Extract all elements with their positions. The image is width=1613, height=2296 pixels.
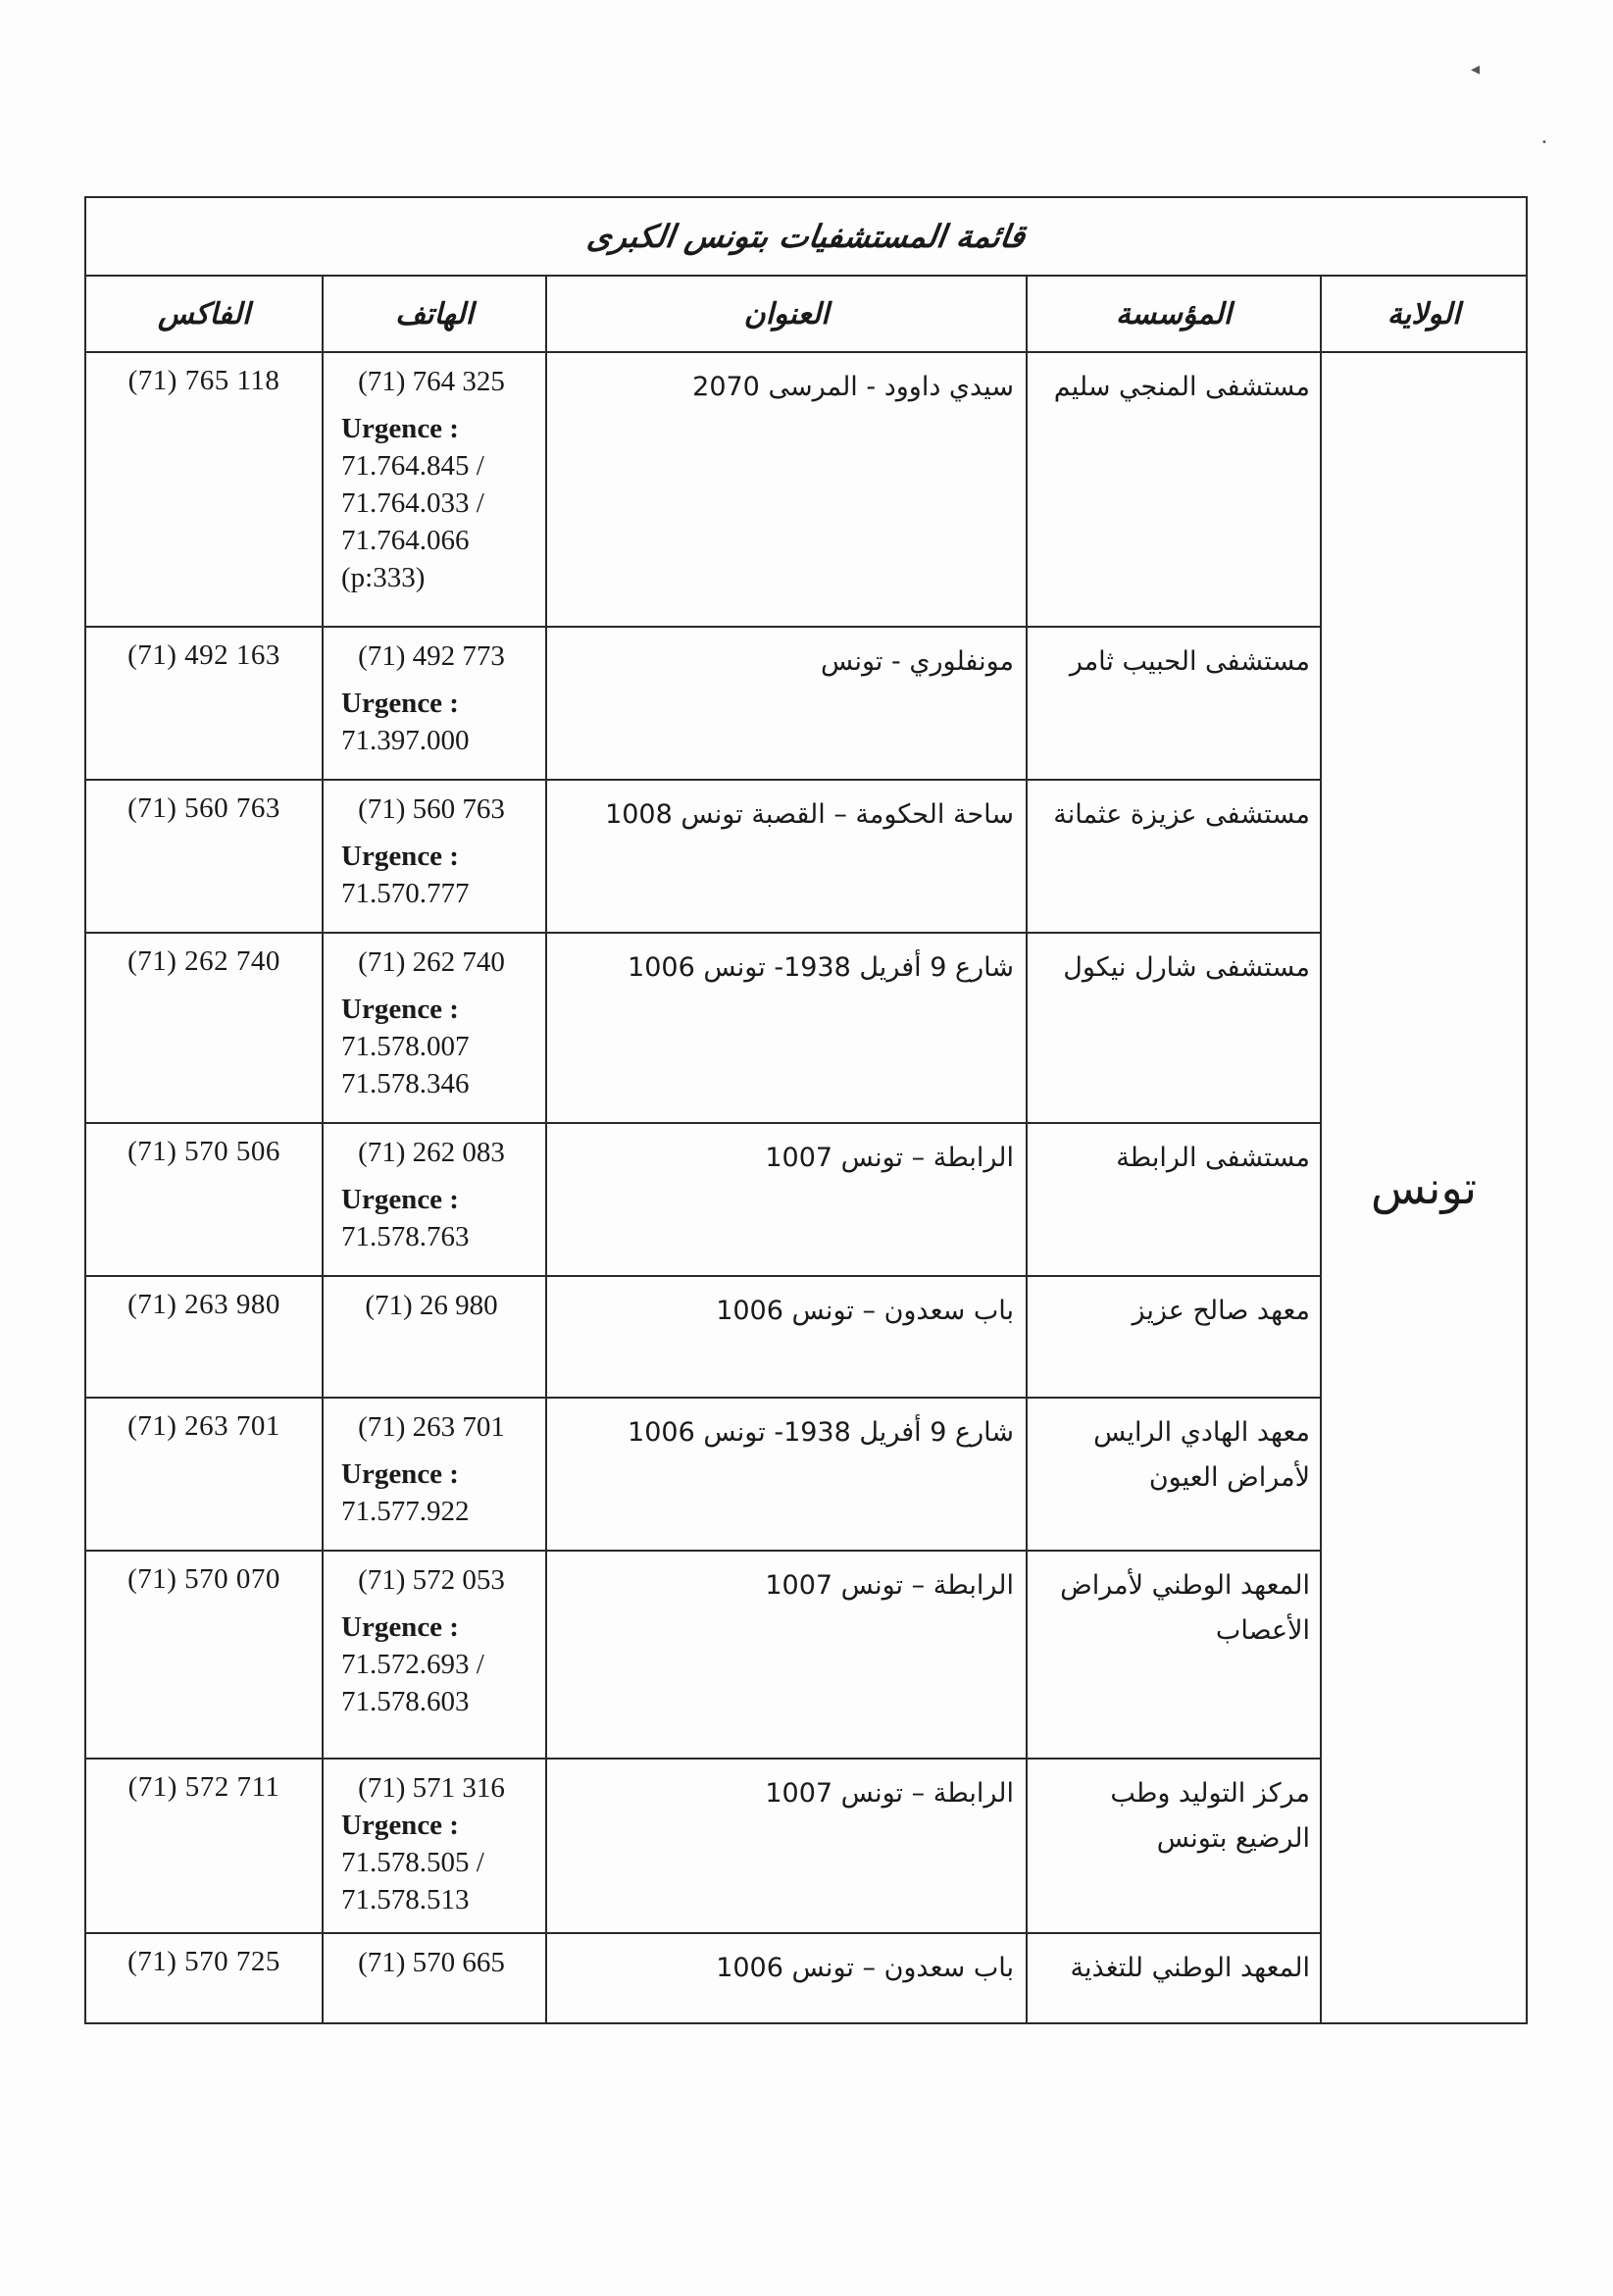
table-row bbox=[85, 780, 1527, 933]
phone-number: (71) 764 325 bbox=[358, 366, 505, 397]
address-cell: باب سعدون – تونس 1006 bbox=[546, 1276, 1027, 1398]
urgence-number: 71.578.603 bbox=[341, 1686, 470, 1717]
header-governorate: الولاية bbox=[1321, 276, 1527, 352]
urgence-number: 71.397.000 bbox=[341, 725, 470, 756]
urgence-label: Urgence : bbox=[341, 1611, 459, 1643]
phone-cell bbox=[323, 1123, 546, 1276]
fax-cell: (71) 263 701 bbox=[85, 1398, 323, 1551]
address-cell: الرابطة – تونس 1007 bbox=[546, 1759, 1027, 1933]
urgence-number: 71.764.066 bbox=[341, 525, 470, 556]
title-row bbox=[85, 197, 1527, 276]
institution-cell: المعهد الوطني للتغذية bbox=[1027, 1933, 1321, 2023]
table-title-cell bbox=[85, 197, 1527, 276]
header-fax: الفاكس bbox=[85, 276, 323, 352]
fax-cell: (71) 570 725 bbox=[85, 1933, 323, 2023]
address-cell: الرابطة – تونس 1007 bbox=[546, 1123, 1027, 1276]
fax-cell: (71) 560 763 bbox=[85, 780, 323, 933]
urgence-label: Urgence : bbox=[341, 841, 459, 872]
phone-number: (71) 570 665 bbox=[358, 1947, 505, 1978]
institution-cell: مستشفى عزيزة عثمانة bbox=[1027, 780, 1321, 933]
fax-cell: (71) 262 740 bbox=[85, 933, 323, 1123]
urgence-number: 71.764.033 / bbox=[341, 487, 484, 519]
scan-mark: • bbox=[1541, 137, 1547, 148]
fax-cell: (71) 263 980 bbox=[85, 1276, 323, 1398]
phone-number: (71) 492 773 bbox=[358, 640, 505, 672]
address-cell: سيدي داوود - المرسى 2070 bbox=[546, 352, 1027, 627]
urgence-label: Urgence : bbox=[341, 1184, 459, 1215]
urgence-label: Urgence : bbox=[341, 413, 459, 444]
table-row bbox=[85, 352, 1527, 627]
urgence-number: 71.578.763 bbox=[341, 1221, 470, 1252]
table-row bbox=[85, 1933, 1527, 2023]
phone-cell bbox=[323, 933, 546, 1123]
table-row bbox=[85, 1276, 1527, 1398]
phone-cell bbox=[323, 1551, 546, 1759]
address-cell: ساحة الحكومة – القصبة تونس 1008 bbox=[546, 780, 1027, 933]
urgence-number: 71.577.922 bbox=[341, 1496, 470, 1527]
phone-number: (71) 263 701 bbox=[358, 1411, 505, 1443]
phone-number: (71) 26 980 bbox=[365, 1290, 498, 1321]
phone-number: (71) 571 316 bbox=[358, 1772, 505, 1804]
phone-cell bbox=[323, 1933, 546, 2023]
urgence-label: Urgence : bbox=[341, 688, 459, 719]
urgence-label: Urgence : bbox=[341, 1810, 459, 1841]
urgence-label: Urgence : bbox=[341, 1458, 459, 1490]
header-institution: المؤسسة bbox=[1027, 276, 1321, 352]
institution-cell: مركز التوليد وطب الرضيع بتونس bbox=[1027, 1759, 1321, 1933]
table-title: قائمة المستشفيات بتونس الكبرى bbox=[584, 218, 1028, 255]
urgence-number: 71.578.513 bbox=[341, 1884, 470, 1915]
table-row bbox=[85, 1759, 1527, 1933]
phone-cell bbox=[323, 627, 546, 780]
header-phone: الهاتف bbox=[323, 276, 546, 352]
urgence-number: 71.570.777 bbox=[341, 878, 470, 909]
fax-cell: (71) 492 163 bbox=[85, 627, 323, 780]
institution-cell: مستشفى الرابطة bbox=[1027, 1123, 1321, 1276]
header-address: العنوان bbox=[546, 276, 1027, 352]
phone-cell bbox=[323, 1276, 546, 1398]
governorate-cell: تونس bbox=[1321, 352, 1527, 2023]
table-body bbox=[85, 352, 1527, 2023]
table-row bbox=[85, 1551, 1527, 1759]
urgence-number: 71.572.693 / bbox=[341, 1649, 484, 1680]
phone-cell bbox=[323, 1398, 546, 1551]
phone-cell bbox=[323, 352, 546, 627]
fax-cell: (71) 572 711 bbox=[85, 1759, 323, 1933]
institution-cell: معهد الهادي الرايس لأمراض العيون bbox=[1027, 1398, 1321, 1551]
table-row bbox=[85, 1398, 1527, 1551]
address-cell: الرابطة – تونس 1007 bbox=[546, 1551, 1027, 1759]
phone-cell bbox=[323, 1759, 546, 1933]
urgence-number: (p:333) bbox=[341, 562, 426, 593]
phone-number: (71) 262 740 bbox=[358, 946, 505, 978]
table-row bbox=[85, 627, 1527, 780]
phone-cell bbox=[323, 780, 546, 933]
institution-cell: مستشفى المنجي سليم bbox=[1027, 352, 1321, 627]
urgence-label: Urgence : bbox=[341, 994, 459, 1025]
institution-cell: معهد صالح عزيز bbox=[1027, 1276, 1321, 1398]
scan-mark: ◂ bbox=[1471, 59, 1481, 79]
header-row bbox=[85, 276, 1527, 352]
urgence-number: 71.578.007 bbox=[341, 1031, 470, 1062]
institution-cell: المعهد الوطني لأمراض الأعصاب bbox=[1027, 1551, 1321, 1759]
hospitals-table bbox=[84, 196, 1528, 2024]
fax-cell: (71) 765 118 bbox=[85, 352, 323, 627]
address-cell: شارع 9 أفريل 1938- تونس 1006 bbox=[546, 933, 1027, 1123]
phone-number: (71) 560 763 bbox=[358, 793, 505, 825]
fax-cell: (71) 570 070 bbox=[85, 1551, 323, 1759]
address-cell: مونفلوري - تونس bbox=[546, 627, 1027, 780]
address-cell: باب سعدون – تونس 1006 bbox=[546, 1933, 1027, 2023]
institution-cell: مستشفى شارل نيكول bbox=[1027, 933, 1321, 1123]
phone-number: (71) 572 053 bbox=[358, 1564, 505, 1596]
phone-number: (71) 262 083 bbox=[358, 1137, 505, 1168]
table-row bbox=[85, 1123, 1527, 1276]
institution-cell: مستشفى الحبيب ثامر bbox=[1027, 627, 1321, 780]
urgence-number: 71.764.845 / bbox=[341, 450, 484, 482]
urgence-number: 71.578.505 / bbox=[341, 1847, 484, 1878]
table-row bbox=[85, 933, 1527, 1123]
fax-cell: (71) 570 506 bbox=[85, 1123, 323, 1276]
address-cell: شارع 9 أفريل 1938- تونس 1006 bbox=[546, 1398, 1027, 1551]
urgence-number: 71.578.346 bbox=[341, 1068, 470, 1099]
